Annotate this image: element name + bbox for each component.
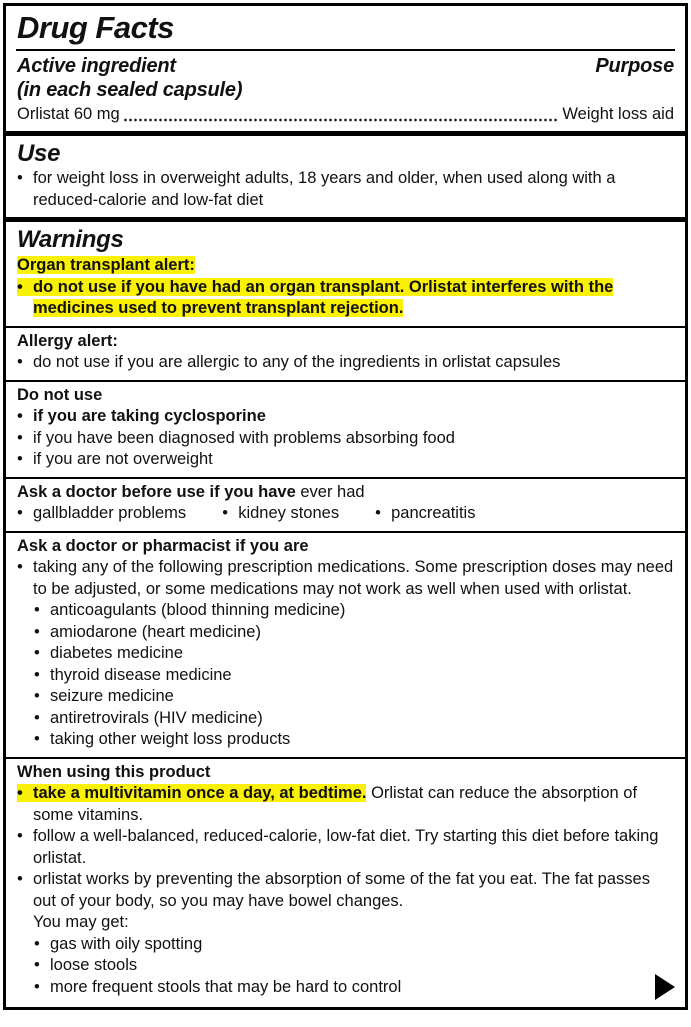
purpose-value: Weight loss aid [562, 105, 674, 123]
side-effect-item: •more frequent stools that may be hard to control [34, 977, 674, 999]
allergy-alert-bullet: •do not use if you are allergic to any of the ingredients in orlistat capsules [17, 352, 674, 374]
bullet-icon [375, 503, 391, 525]
bullet-icon [17, 449, 33, 471]
bullet-icon [17, 783, 33, 805]
medication-item: •antiretrovirals (HIV medicine) [34, 708, 674, 730]
use-bullet [17, 168, 674, 211]
bullet-icon [34, 643, 50, 665]
medication-item: •thyroid disease medicine [34, 665, 674, 687]
warnings-heading-section [6, 222, 685, 254]
bullet-icon [17, 869, 33, 891]
continuation-arrow-icon [655, 974, 675, 1000]
bullet-icon [17, 503, 33, 525]
how-orlistat-works-bullet: •orlistat works by preventing the absorption of some of the fat you eat. The fat passes out of your body, so you may have bowel changes. [17, 869, 674, 912]
organ-transplant-bullet: •do not use if you have had an organ transplant. Orlistat interferes with the medicines used to prevent transplant rejection. [17, 277, 674, 320]
ask-doctor-section [6, 477, 685, 531]
medication-item: •amiodarone (heart medicine) [34, 622, 674, 644]
active-ingredient-heading-line1: Active ingredient [17, 55, 176, 77]
bullet-icon [34, 955, 50, 977]
drug-facts-label [3, 3, 688, 1010]
bullet-icon [34, 708, 50, 730]
use-section [6, 136, 685, 217]
condition-item: • kidney stones [222, 503, 339, 525]
organ-transplant-alert [6, 254, 685, 326]
active-ingredient-heading [17, 54, 242, 102]
bullet-icon [34, 622, 50, 644]
bullet-icon [17, 352, 33, 374]
medication-item: •taking other weight loss products [34, 729, 674, 751]
purpose-heading: Purpose [595, 55, 674, 77]
bullet-icon [17, 168, 33, 190]
allergy-alert [6, 326, 685, 380]
medication-item: •anticoagulants (blood thinning medicine) [34, 600, 674, 622]
ask-pharmacist-label: Ask a doctor or pharmacist if you are [17, 536, 309, 555]
ask-doctor-conditions [17, 503, 674, 525]
title-section [6, 6, 685, 49]
allergy-alert-label: Allergy alert: [17, 331, 118, 350]
do-not-use-bullet: •if you have been diagnosed with problems absorbing food [17, 428, 674, 450]
condition-item: • pancreatitis [375, 503, 475, 525]
prescription-bullet: •taking any of the following prescription medications. Some prescription doses may need to be adjusted, or some medications may not work as well when used with orlistat. [17, 557, 674, 600]
use-bullet-text: for weight loss in overweight adults, 18 years and older, when used along with a reduced-calorie and low-fat diet [33, 169, 616, 209]
when-using-label: When using this product [17, 762, 211, 781]
ask-doctor-label: Ask a doctor before use if you have ever had [17, 482, 365, 501]
do-not-use-label: Do not use [17, 385, 103, 404]
medication-item: •seizure medicine [34, 686, 674, 708]
warnings-heading: Warnings [17, 226, 124, 253]
bullet-icon [34, 600, 50, 622]
bullet-icon [34, 729, 50, 751]
bullet-icon [17, 428, 33, 450]
ingredient-purpose-row [17, 104, 674, 125]
bullet-icon [34, 934, 50, 956]
organ-transplant-label: Organ transplant alert: [17, 256, 195, 274]
bullet-icon [17, 277, 33, 299]
side-effect-item: •gas with oily spotting [34, 934, 674, 956]
you-may-get-label: You may get: [33, 913, 129, 931]
do-not-use-section [6, 380, 685, 477]
side-effect-item: •loose stools [34, 955, 674, 977]
bullet-icon [17, 406, 33, 428]
active-ingredient-heading-line2: (in each sealed capsule) [17, 79, 243, 101]
medication-item: •diabetes medicine [34, 643, 674, 665]
diet-bullet: •follow a well-balanced, reduced-calorie, low-fat diet. Try starting this diet before taking orlistat. [17, 826, 674, 869]
active-ingredient-section [6, 51, 685, 131]
condition-item: •gallbladder problems [17, 503, 186, 525]
active-ingredient-header [17, 54, 674, 102]
page-title: Drug Facts [17, 10, 174, 45]
bullet-icon [34, 686, 50, 708]
when-using-section [6, 757, 685, 1005]
ingredient-name: Orlistat 60 mg [17, 105, 120, 123]
bullet-icon [222, 503, 238, 525]
bullet-icon [34, 665, 50, 687]
ask-doctor-or-pharmacist-section [6, 531, 685, 757]
multivitamin-bullet: •take a multivitamin once a day, at bedtime. Orlistat can reduce the absorption of some vitamins. [17, 783, 674, 826]
bullet-icon [17, 557, 33, 579]
bullet-icon [34, 977, 50, 999]
do-not-use-bullet: •if you are not overweight [17, 449, 674, 471]
dot-leader [123, 110, 560, 123]
do-not-use-bullet-cyclosporine: •if you are taking cyclosporine [17, 406, 674, 428]
bullet-icon [17, 826, 33, 848]
use-heading: Use [17, 140, 61, 167]
